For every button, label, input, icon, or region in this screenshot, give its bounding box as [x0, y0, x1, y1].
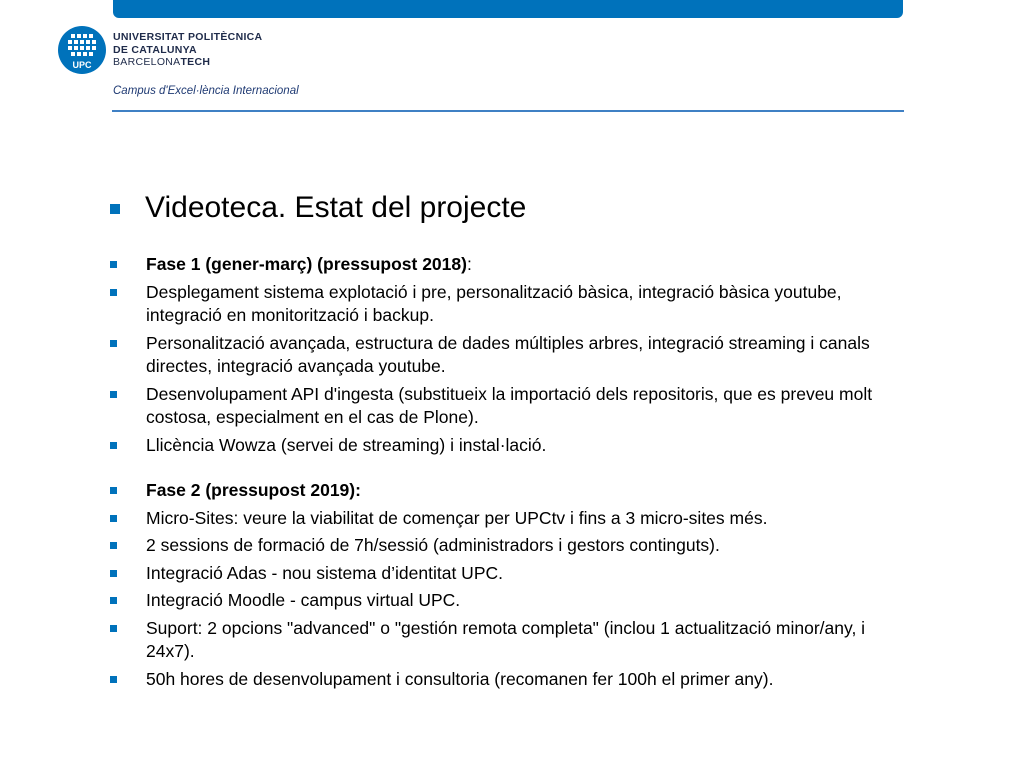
university-line2: DE CATALUNYA — [113, 43, 197, 56]
slide-title — [110, 190, 526, 226]
upc-logo — [58, 26, 106, 74]
campus-tagline: Campus d'Excel·lència Internacional — [113, 85, 299, 97]
list-item: 50h hores de desenvolupament i consultoria (recomanen fer 100h el primer any). — [110, 668, 890, 692]
university-line1: UNIVERSITAT POLITÈCNICA — [113, 31, 263, 43]
logo-text: UPC — [72, 60, 92, 70]
bullet-icon — [110, 391, 117, 398]
list-item: Integració Adas - nou sistema d’identitat UPC. — [110, 562, 890, 586]
list-item: Desenvolupament API d'ingesta (substitueix la importació dels repositoris, que es preveu molt costosa, especialment en el cas de Plone). — [110, 383, 890, 430]
bullet-icon — [110, 515, 117, 522]
bullet-icon — [110, 289, 117, 296]
bullet-icon — [110, 340, 117, 347]
top-accent-bar — [113, 0, 903, 18]
title-bullet-icon — [110, 204, 120, 214]
list-item: Desplegament sistema explotació i pre, personalització bàsica, integració bàsica youtube, integració en monitorització i backup. — [110, 281, 890, 328]
bullet-list — [110, 253, 890, 691]
list-item: Suport: 2 opcions "advanced" o "gestión remota completa" (inclou 1 actualització minor/any, i 24x7). — [110, 617, 890, 664]
header-divider — [112, 110, 904, 112]
list-item: Micro-Sites: veure la viabilitat de començar per UPCtv i fins a 3 micro-sites més. — [110, 507, 890, 531]
list-item: 2 sessions de formació de 7h/sessió (administradors i gestors continguts). — [110, 534, 890, 558]
bullet-icon — [110, 570, 117, 577]
list-item: Personalització avançada, estructura de dades múltiples arbres, integració streaming i canals directes, integració avançada youtube. — [110, 332, 890, 379]
bullet-icon — [110, 261, 117, 268]
phase2-heading: Fase 2 (pressupost 2019): — [110, 479, 890, 503]
university-name — [113, 31, 262, 69]
bullet-icon — [110, 487, 117, 494]
bullet-icon — [110, 542, 117, 549]
bullet-icon — [110, 442, 117, 449]
list-item: Integració Moodle - campus virtual UPC. — [110, 589, 890, 613]
university-line3: BARCELONATECH — [113, 56, 211, 68]
list-item: Llicència Wowza (servei de streaming) i instal·lació. — [110, 434, 890, 458]
bullet-icon — [110, 676, 117, 683]
bullet-icon — [110, 625, 117, 632]
phase1-heading: Fase 1 (gener-març) (pressupost 2018): — [110, 253, 890, 277]
bullet-icon — [110, 597, 117, 604]
slide-title-text: Videoteca. Estat del projecte — [145, 191, 527, 224]
